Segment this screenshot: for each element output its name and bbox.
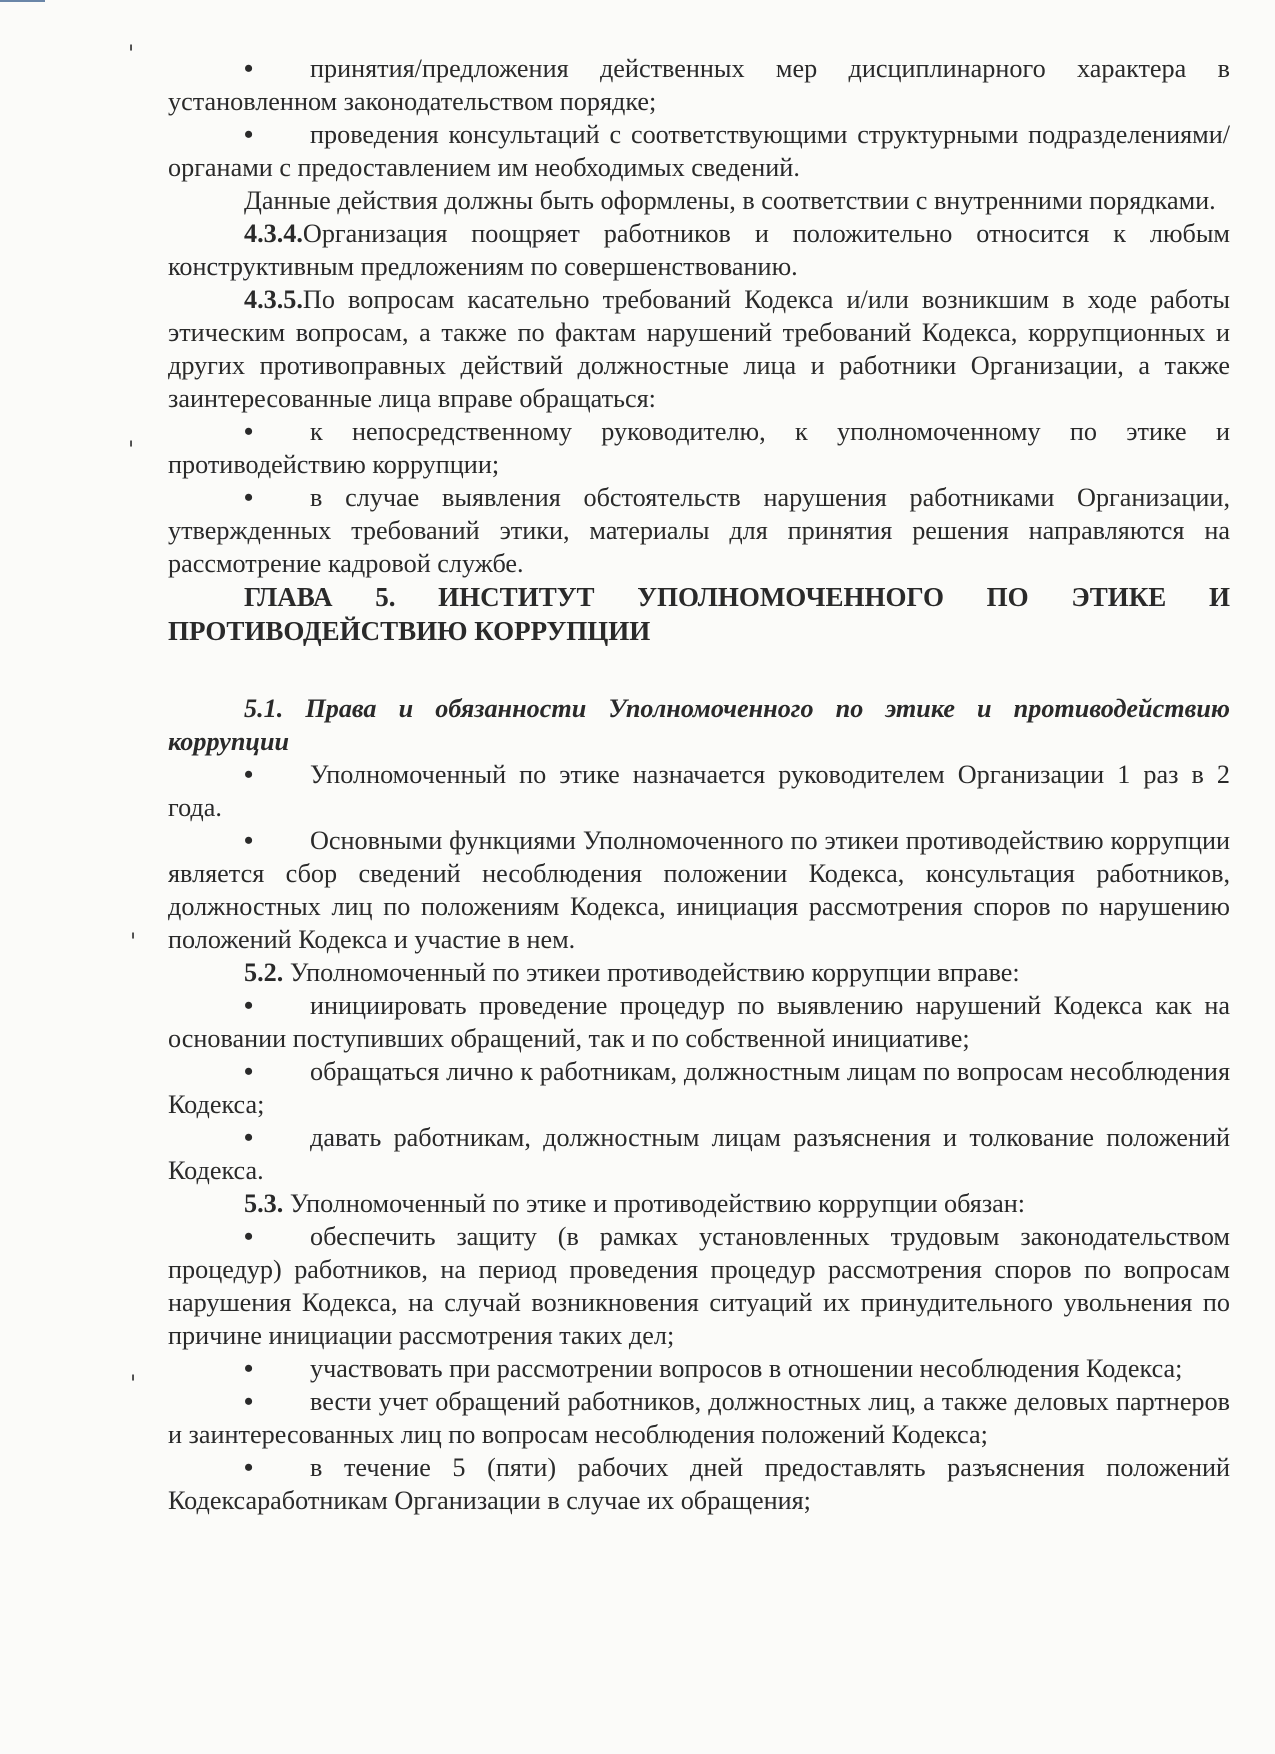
bullet-marker: • <box>244 1222 254 1251</box>
clause-text: Уполномоченный по этикеи противодействию коррупции вправе: <box>283 958 1020 987</box>
clause-number: 5.2. <box>244 958 284 987</box>
scan-speck: ' <box>128 42 135 67</box>
bullet-text: принятия/предложения действенных мер дисциплинарного характера в установленном законодательством порядке; <box>168 54 1230 116</box>
numbered-paragraph <box>168 1187 1230 1220</box>
clause-number: 4.3.5. <box>244 285 303 314</box>
scan-speck: ' <box>130 1372 137 1397</box>
bullet-marker: • <box>244 1354 254 1383</box>
paragraph: Данные действия должны быть оформлены, в соответствии с внутренними порядками. <box>244 186 1216 215</box>
bullet-marker: • <box>244 760 254 789</box>
section-5-body <box>168 758 1230 1517</box>
clause-text: По вопросам касательно требований Кодекса и/или возникшим в ходе работы этическим вопросам, а также по фактам нарушений требований Кодекса, коррупционных и других противоправных действий должностные лица и работники Организации, а также заинтересованные лица вправе обращаться: <box>168 285 1230 413</box>
bullet-item <box>168 1121 1230 1187</box>
bullet-text: проведения консультаций с соответствующими структурными подразделениями/органами с предоставлением им необходимых сведений. <box>168 120 1230 182</box>
chapter-title: ГЛАВА 5. ИНСТИТУТ УПОЛНОМОЧЕННОГО ПО ЭТИКЕ И ПРОТИВОДЕЙСТВИЮ КОРРУПЦИИ <box>168 582 1230 646</box>
bullet-text: давать работникам, должностным лицам разъяснения и толкование положений Кодекса. <box>168 1123 1230 1185</box>
bullet-text: обеспечить защиту (в рамках установленных трудовым законодательством процедур) работников, на период проведения процедур рассмотрения споров по вопросам нарушения Кодекса, на случай возникновения ситуаций их принудительного увольнения по причине инициации рассмотрения таких дел; <box>168 1222 1230 1350</box>
bullet-item <box>168 758 1230 824</box>
scan-speck: ' <box>130 930 137 955</box>
bullet-marker: • <box>244 1123 254 1152</box>
bullet-marker: • <box>244 1387 254 1416</box>
bullet-text: участвовать при рассмотрении вопросов в отношении несоблюдения Кодекса; <box>310 1354 1183 1383</box>
scan-speck: ' <box>128 438 135 463</box>
bullet-item <box>168 824 1230 956</box>
bullet-item <box>168 118 1230 184</box>
numbered-paragraph <box>168 217 1230 283</box>
bullet-item <box>168 1352 1230 1385</box>
section-4-3-body <box>168 52 1230 580</box>
bullet-marker: • <box>244 1453 254 1482</box>
bullet-text: Основными функциями Уполномоченного по этикеи противодействию коррупции является сбор сведений несоблюдения положении Кодекса, консультация работников, должностных лиц по положениям Кодекса, инициация рассмотрения споров по нарушению положений Кодекса и участие в нем. <box>168 826 1230 954</box>
bullet-text: к непосредственному руководителю, к уполномоченному по этике и противодействию коррупции; <box>168 417 1230 479</box>
numbered-paragraph <box>168 283 1230 415</box>
bullet-marker: • <box>244 1057 254 1086</box>
bullet-text: в случае выявления обстоятельств нарушения работниками Организации, утвержденных требований этики, материалы для принятия решения направляются на рассмотрение кадровой службе. <box>168 483 1230 578</box>
bullet-item <box>168 1055 1230 1121</box>
bullet-text: обращаться лично к работникам, должностным лицам по вопросам несоблюдения Кодекса; <box>168 1057 1230 1119</box>
bullet-marker: • <box>244 991 254 1020</box>
clause-text: Уполномоченный по этике и противодействию коррупции обязан: <box>283 1189 1026 1218</box>
bullet-text: в течение 5 (пяти) рабочих дней предоставлять разъяснения положений Кодексаработникам Организации в случае их обращения; <box>168 1453 1230 1515</box>
bullet-item <box>168 481 1230 580</box>
bullet-item <box>168 415 1230 481</box>
clause-number: 5.3. <box>244 1189 284 1218</box>
bullet-item <box>168 989 1230 1055</box>
clause-number: 4.3.4. <box>244 219 303 248</box>
scan-edge-mark <box>0 0 45 2</box>
bullet-marker: • <box>244 54 254 83</box>
bullet-item <box>168 1385 1230 1451</box>
clause-text: Организация поощряет работников и положительно относится к любым конструктивным предложениям по совершенствованию. <box>168 219 1230 281</box>
document-page <box>168 52 1230 1517</box>
bullet-item <box>168 1220 1230 1352</box>
bullet-marker: • <box>244 417 254 446</box>
bullet-text: инициировать проведение процедур по выявлению нарушений Кодекса как на основании поступивших обращений, так и по собственной инициативе; <box>168 991 1230 1053</box>
bullet-text: вести учет обращений работников, должностных лиц, а также деловых партнеров и заинтересованных лиц по вопросам несоблюдения положений Кодекса; <box>168 1387 1230 1449</box>
bullet-item <box>168 1451 1230 1517</box>
bullet-marker: • <box>244 120 254 149</box>
bullet-text: Уполномоченный по этике назначается руководителем Организации 1 раз в 2 года. <box>168 760 1230 822</box>
bullet-marker: • <box>244 483 254 512</box>
bullet-marker: • <box>244 826 254 855</box>
section-title: 5.1. Права и обязанности Уполномоченного по этике и противодействию коррупции <box>168 694 1230 756</box>
numbered-paragraph <box>168 956 1230 989</box>
bullet-item <box>168 52 1230 118</box>
